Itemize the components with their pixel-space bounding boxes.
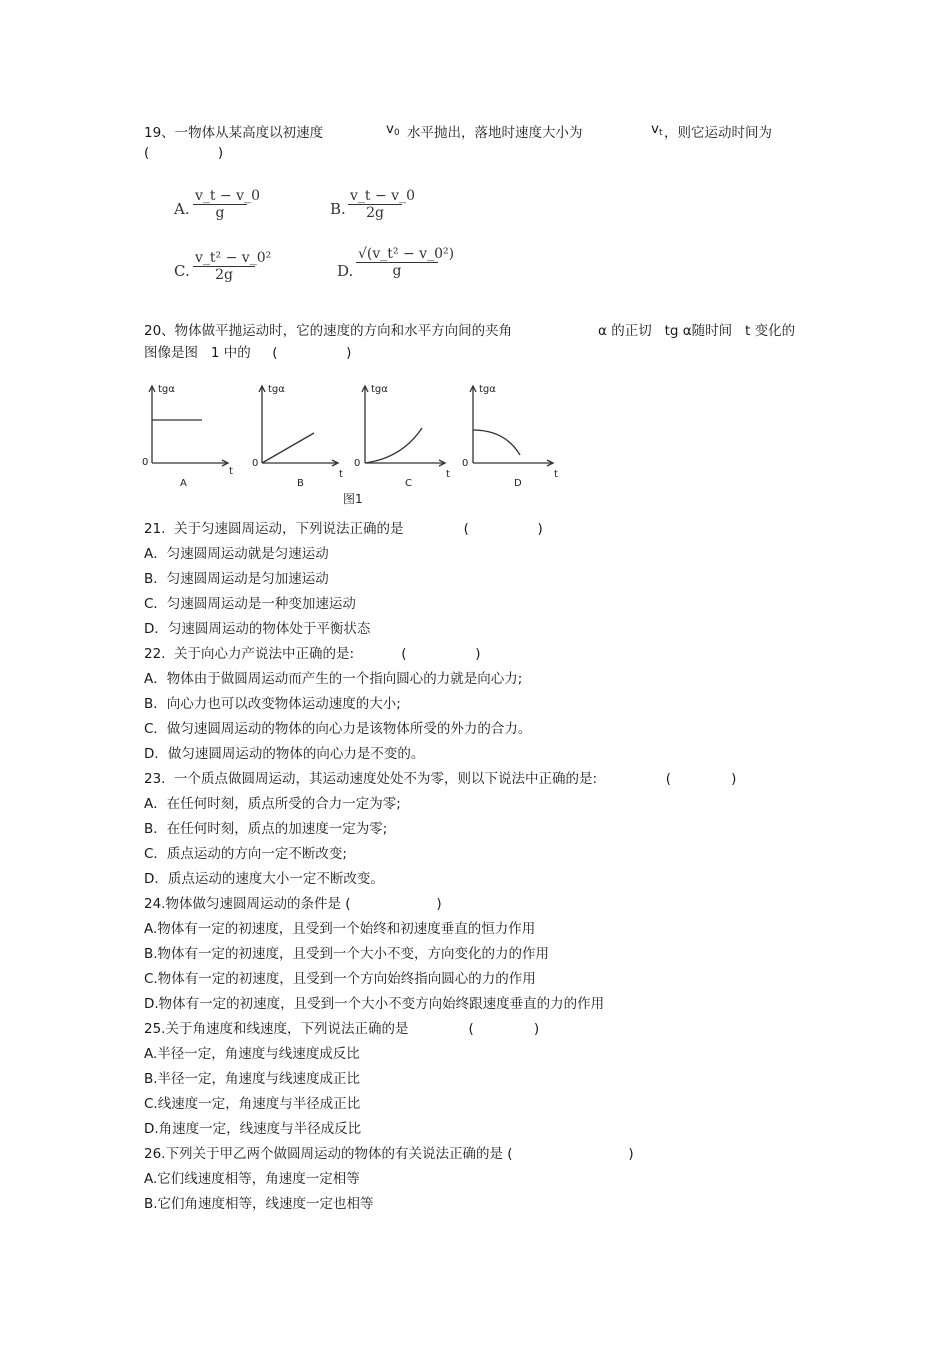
graph-d-curve [473,430,520,455]
q21-option-a: A．匀速圆周运动就是匀速运动 [144,546,329,562]
q20-line1-a: 20、物体做平抛运动时，它的速度的方向和水平方向间的夹角 [144,323,513,339]
q24-option-a: A.物体有一定的初速度，且受到一个始终和初速度垂直的恒力作用 [144,921,536,937]
q23-option-d: D．质点运动的速度大小一定不断改变。 [144,871,384,887]
q26-stem: 26.下列关于甲乙两个做圆周运动的物体的有关说法正确的是 ( ) [144,1146,634,1162]
graph-a-x-label: t [229,466,233,477]
q24-stem: 24.物体做匀速圆周运动的条件是 ( ) [144,896,442,912]
q25-option-b: B.半径一定，角速度与线速度成正比 [144,1071,361,1087]
graph-d-panel-label: D [514,478,522,489]
q19-vt: $v_t$ [651,121,663,138]
graph-b-x-label: t [339,469,343,480]
q25-stem: 25.关于角速度和线速度，下列说法正确的是 ( ) [144,1021,540,1037]
q19-option-d-num: √(v_t² − v_0²) [358,246,455,262]
q19-option-b-num: v_t − v_0 [350,188,415,204]
graph-b-origin: 0 [252,458,259,469]
q23-stem: 23. 一个质点做圆周运动，其运动速度处处不为零，则以下说法中正确的是: ( ) [144,771,737,787]
graph-b-curve [262,433,314,463]
q22-option-b: B．向心力也可以改变物体运动速度的大小; [144,696,401,712]
q23-option-a: A．在任何时刻，质点所受的合力一定为零; [144,796,401,812]
graph-c-x-label: t [446,469,450,480]
graph-d-origin: 0 [462,458,469,469]
q23-option-b: B．在任何时刻，质点的加速度一定为零; [144,821,388,837]
graph-b-panel-label: B [297,478,304,489]
q19-option-d-label: D. [337,262,354,280]
q23-option-c: C．质点运动的方向一定不断改变; [144,846,347,862]
q22-option-a: A．物体由于做圆周运动而产生的一个指向圆心的力就是向心力; [144,671,523,687]
q20-figure [140,378,570,508]
q19-text-a: 19、一物体从某高度以初速度 [144,125,324,141]
q19-answer-blank: ( ) [144,145,224,161]
q19-text-c: ，则它运动时间为 [664,125,772,141]
q19-option-c-label: C. [174,262,190,280]
q19-option-d-formula [356,246,455,279]
graph-d-y-label: tgα [479,384,496,395]
q25-option-c: C.线速度一定，角速度与半径成正比 [144,1096,361,1112]
q19-option-b-formula [348,188,415,221]
q22-option-c: C．做匀速圆周运动的物体的向心力是该物体所受的外力的合力。 [144,721,532,737]
graph-b-y-label: tgα [268,384,285,395]
graph-a-panel-label: A [180,478,187,489]
q22-option-d: D．做匀速圆周运动的物体的向心力是不变的。 [144,746,425,762]
q19-option-b-label: B. [330,200,346,218]
q19-option-c-formula [193,250,272,283]
graph-a-origin: 0 [142,457,149,468]
q22-stem: 22. 关于向心力产说法中正确的是: ( ) [144,646,481,662]
q19-option-a-label: A. [174,200,190,218]
q20-line2: 图像是图 1 中的 ( ) [144,345,352,361]
graph-c-panel-label: C [405,478,412,489]
q19-option-a-den: g [215,205,225,221]
q19-v0: $v_0$ [386,121,400,138]
q19-text-b: 水平抛出，落地时速度大小为 [407,125,583,141]
q21-option-d: D．匀速圆周运动的物体处于平衡状态 [144,621,371,637]
q21-option-b: B．匀速圆周运动是匀加速运动 [144,571,329,587]
q26-option-a: A.它们线速度相等，角速度一定相等 [144,1171,360,1187]
q24-option-c: C.物体有一定的初速度，且受到一个方向始终指向圆心的力的作用 [144,971,536,987]
q19-option-a-num: v_t − v_0 [195,188,260,204]
graph-c-curve [365,428,422,463]
q24-option-d: D.物体有一定的初速度，且受到一个大小不变方向始终跟速度垂直的力的作用 [144,996,605,1012]
graph-a-y-label: tgα [158,384,175,395]
q21-option-c: C．匀速圆周运动是一种变加速运动 [144,596,356,612]
q19-option-a-formula [193,188,260,221]
q19-option-b-den: 2g [366,205,384,221]
graph-d-x-label: t [554,469,558,480]
q24-option-b: B.物体有一定的初速度，且受到一个大小不变，方向变化的力的作用 [144,946,550,962]
q25-option-a: A.半径一定，角速度与线速度成反比 [144,1046,360,1062]
graph-c-origin: 0 [354,458,361,469]
q19-option-c-num: v_t² − v_0² [195,250,272,266]
q25-option-d: D.角速度一定，线速度与半径成反比 [144,1121,362,1137]
q26-option-b: B.它们角速度相等，线速度一定也相等 [144,1196,374,1212]
figure-caption: 图1 [343,492,363,506]
q21-stem: 21. 关于匀速圆周运动，下列说法正确的是 ( ) [144,521,543,537]
q19-option-c-den: 2g [215,267,233,283]
q19-option-d-den: g [392,263,402,279]
graph-c-y-label: tgα [371,384,388,395]
q20-line1-b: α 的正切 tg α随时间 t 变化的 [598,323,796,339]
